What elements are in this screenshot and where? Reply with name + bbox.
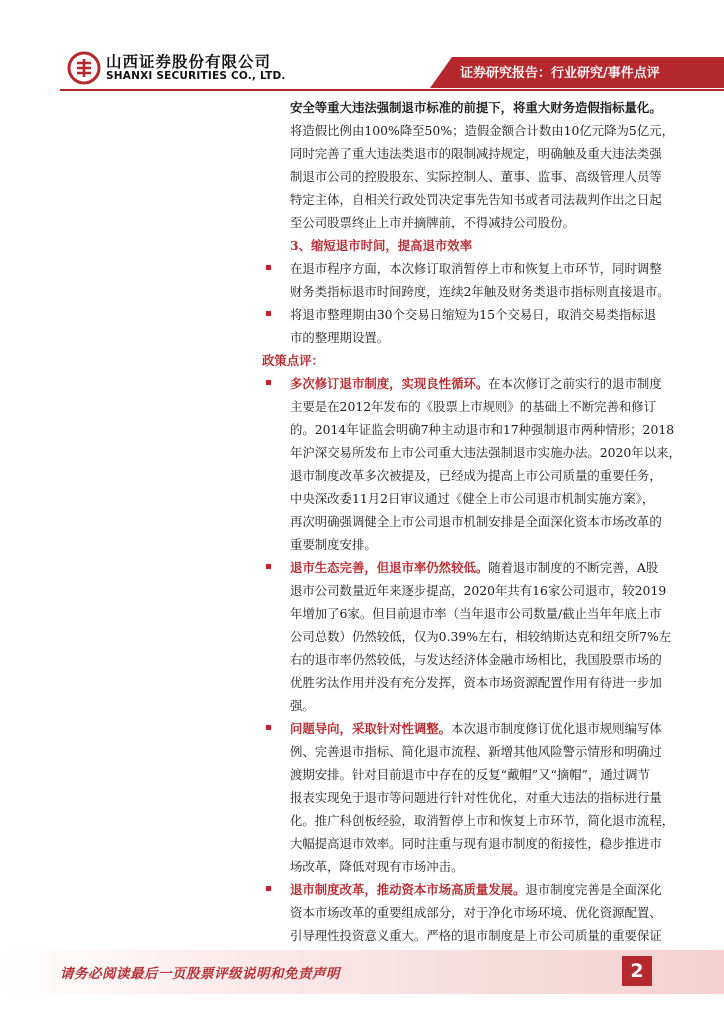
body-text: 退市制度改革多次被提及，已经成为提高上市公司质量的重要任务， (290, 468, 662, 483)
body-text: 重要制度安排。 (290, 537, 377, 552)
body-text: 将退市整理期由30个交易日缩短为15个交易日，取消交易类指标退 (290, 307, 657, 322)
body-text: 再次明确强调健全上市公司退市机制安排是全面深化资本市场改革的 (290, 514, 662, 529)
body-line (262, 855, 682, 878)
body-line (262, 878, 682, 901)
body-text: 制退市公司的控股股东、实际控制人、董事、监事、高级管理人员等 (290, 169, 662, 184)
body-text: 中央深改委11月2日审议通过《健全上市公司退市机制实施方案》， (290, 491, 655, 506)
body-text: 本次退市制度修订优化退市规则编写体 (451, 721, 662, 736)
page-number: 2 (622, 956, 652, 986)
body-line (262, 372, 682, 395)
body-text: 退市制度完善是全面深化 (525, 882, 662, 897)
body-line (262, 441, 682, 464)
highlight-text: 问题导向，采取针对性调整。 (290, 721, 452, 736)
body-line (262, 901, 682, 924)
body-text: 例、完善退市指标、简化退市流程、新增其他风险警示情形和明确过 (290, 744, 662, 759)
body-line (262, 96, 682, 119)
header-divider (60, 89, 724, 91)
report-type-label: 证券研究报告：行业研究/事件点评 (460, 66, 660, 81)
body-line (262, 671, 682, 694)
body-line (262, 579, 682, 602)
body-text: 大幅提高退市效率。同时注重与现有退市制度的衔接性，稳步推进市 (290, 836, 662, 851)
body-text: 财务类指标退市时间跨度，连续2年触及财务类退市指标则直接退市。 (290, 284, 670, 299)
body-line (262, 119, 682, 142)
body-line (262, 142, 682, 165)
body-line (262, 740, 682, 763)
body-line (262, 694, 682, 717)
body-line (262, 418, 682, 441)
body-text: 在退市程序方面，本次修订取消暂停上市和恢复上市环节，同时调整 (290, 261, 662, 276)
body-line (262, 395, 682, 418)
body-line (262, 280, 682, 303)
body-text: 年增加了6家。但目前退市率（当年退市公司数量/截止当年年底上市 (290, 606, 662, 621)
body-line (262, 487, 682, 510)
body-line (262, 326, 682, 349)
body-text: 场改革，降低对现有市场冲击。 (290, 859, 464, 874)
body-line (262, 763, 682, 786)
body-text: 右的退市率仍然较低，与发达经济体金融市场相比，我国股票市场的 (290, 652, 662, 667)
highlight-text: 3、缩短退市时间，提高退市效率 (290, 238, 473, 253)
body-text: 公司总数）仍然较低，仅为0.39%左右，相较纳斯达克和纽交所7%左 (290, 629, 672, 644)
company-name-cn: 山西证券股份有限公司 (106, 53, 272, 71)
body-line (262, 924, 682, 947)
body-text: 将造假比例由100%降至50%；造假金额合计数由10亿元降为5亿元， (290, 123, 674, 138)
bullet-square-icon (266, 886, 271, 891)
bold-text: 安全等重大违法强制退市标准的前提下，将重大财务造假指标量化。 (290, 100, 662, 115)
report-body (262, 96, 682, 970)
body-text: 年沪深交易所发布上市公司重大违法强制退市实施办法。2020年以来， (290, 445, 681, 460)
body-text: 在本次修订之前实行的退市制度 (488, 376, 662, 391)
body-text: 报表实现免于退市等问题进行针对性优化，对重大违法的指标进行量 (290, 790, 662, 805)
body-text: 市的整理期设置。 (290, 330, 390, 345)
highlight-text: 多次修订退市制度，实现良性循环。 (290, 376, 489, 391)
body-text: 资本市场改革的重要组成部分，对于净化市场环境、优化资源配置、 (290, 905, 662, 920)
body-line (262, 786, 682, 809)
body-line (262, 832, 682, 855)
highlight-text: 退市制度改革，推动资本市场高质量发展。 (290, 882, 526, 897)
body-line (262, 165, 682, 188)
body-text: 至公司股票终止上市并摘牌前，不得减持公司股份。 (290, 215, 575, 230)
body-line (262, 188, 682, 211)
body-line (262, 625, 682, 648)
body-line (262, 602, 682, 625)
body-text: 主要是在2012年发布的《股票上市规则》的基础上不断完善和修订 (290, 399, 657, 414)
body-line (262, 717, 682, 740)
bullet-square-icon (266, 311, 271, 316)
body-line (262, 533, 682, 556)
body-text: 强。 (290, 698, 315, 713)
body-line (262, 349, 682, 372)
body-line (262, 556, 682, 579)
body-text: 的。2014年证监会明确7种主动退市和17种强制退市两种情形；2018 (290, 422, 675, 437)
body-text: 随着退市制度的不断完善，A股 (488, 560, 659, 575)
body-line (262, 464, 682, 487)
company-name-en: SHANXI SECURITIES CO., LTD. (106, 70, 286, 82)
body-line (262, 211, 682, 234)
bullet-square-icon (266, 380, 271, 385)
highlight-text: 退市生态完善，但退市率仍然较低。 (290, 560, 489, 575)
body-text: 化。推广科创板经验，取消暂停上市和恢复上市环节，简化退市流程， (290, 813, 675, 828)
bullet-square-icon (266, 725, 271, 730)
highlight-text: 政策点评： (262, 353, 324, 368)
body-text: 同时完善了重大违法类退市的限制减持规定，明确触及重大违法类强 (290, 146, 662, 161)
page-header (0, 0, 724, 100)
body-line (262, 510, 682, 533)
body-line (262, 234, 682, 257)
body-line (262, 257, 682, 280)
body-line (262, 809, 682, 832)
footer-disclaimer: 请务必阅读最后一页股票评级说明和免责声明 (60, 966, 340, 982)
bullet-square-icon (266, 265, 271, 270)
body-line (262, 303, 682, 326)
company-logo-icon (67, 51, 101, 85)
body-text: 引导理性投资意义重大。严格的退市制度是上市公司质量的重要保证 (290, 928, 662, 943)
body-text: 退市公司数量近年来逐步提高，2020年共有16家公司退市，较2019 (290, 583, 667, 598)
bullet-square-icon (266, 564, 271, 569)
body-text: 优胜劣汰作用并没有充分发挥，资本市场资源配置作用有待进一步加 (290, 675, 662, 690)
body-text: 渡期安排。针对目前退市中存在的反复“戴帽”又“摘帽”，通过调节 (290, 767, 650, 782)
body-text: 特定主体，自相关行政处罚决定事先告知书或者司法裁判作出之日起 (290, 192, 662, 207)
body-line (262, 648, 682, 671)
